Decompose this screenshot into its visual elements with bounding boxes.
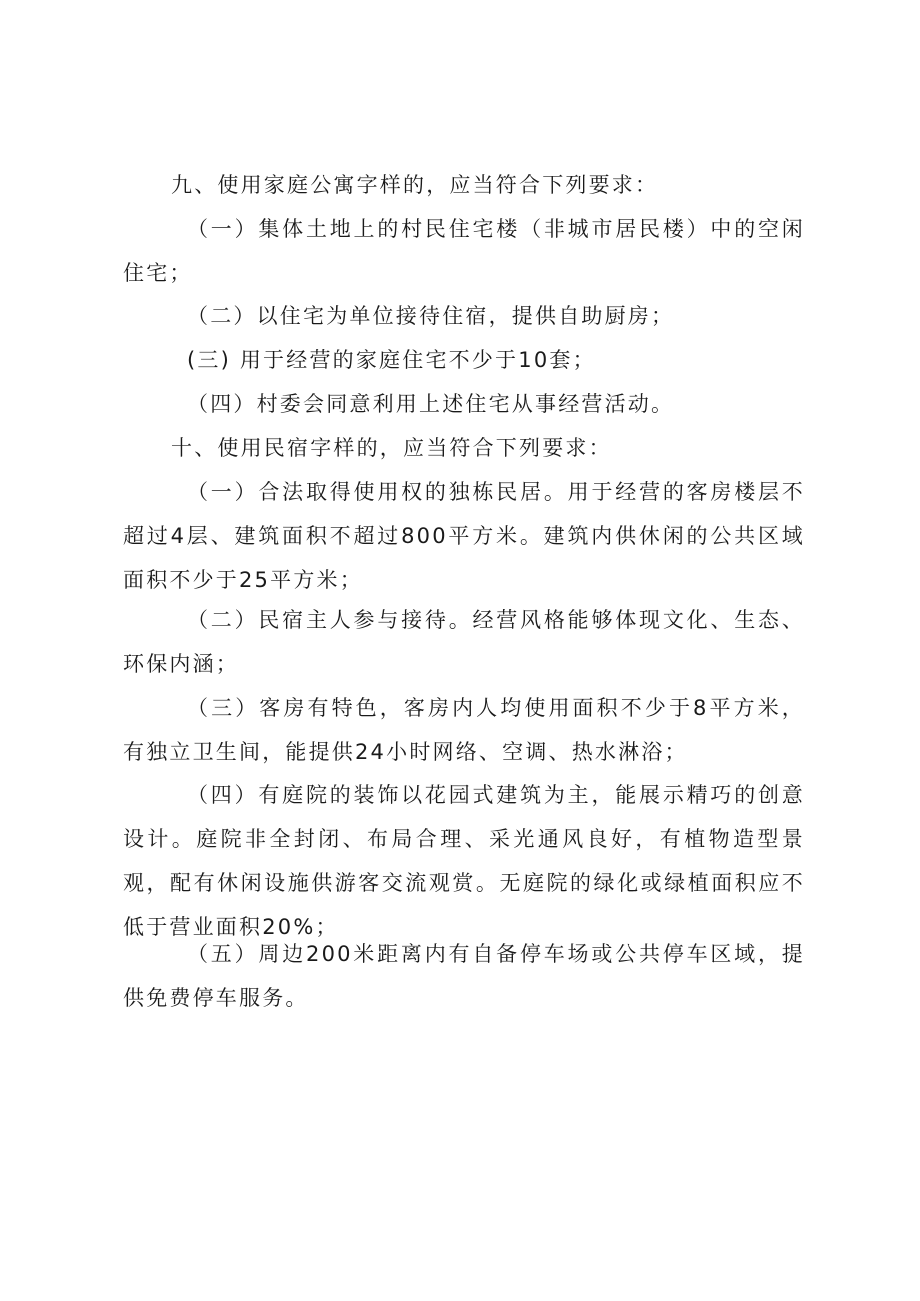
section-nine-item-4: （四）村委会同意利用上述住宅从事经营活动。 <box>187 392 675 416</box>
section-nine-item-3: (三) 用于经营的家庭住宅不少于10套； <box>187 348 596 372</box>
section-ten-heading: 十、使用民宿字样的，应当符合下列要求： <box>171 436 612 460</box>
section-ten-item-5: （五）周边200米距离内有自备停车场或公共停车区域，提供免费停车服务。 <box>123 942 805 1010</box>
section-nine-heading: 九、使用家庭公寓字样的，应当符合下列要求： <box>171 173 659 197</box>
section-ten-item-1: （一）合法取得使用权的独栋民居。用于经营的客房楼层不超过4层、建筑面积不超过800平方米。建筑内供休闲的公共区域面积不少于25平方米； <box>123 480 805 592</box>
section-nine-item-1: （一）集体土地上的村民住宅楼（非城市居民楼）中的空闲住宅； <box>123 217 805 285</box>
section-nine-item-2: （二）以住宅为单位接待住宿，提供自助厨房； <box>187 304 675 328</box>
section-ten-item-2: （二）民宿主人参与接待。经营风格能够体现文化、生态、环保内涵； <box>123 608 805 676</box>
section-ten-item-4: （四）有庭院的装饰以花园式建筑为主，能展示精巧的创意设计。庭院非全封闭、布局合理、采光通风良好，有植物造型景观，配有休闲设施供游客交流观赏。无庭院的绿化或绿植面积应不低于营业面积20%； <box>123 783 805 939</box>
section-ten-item-3: （三）客房有特色，客房内人均使用面积不少于8平方米，有独立卫生间，能提供24小时网络、空调、热水淋浴； <box>123 696 805 764</box>
